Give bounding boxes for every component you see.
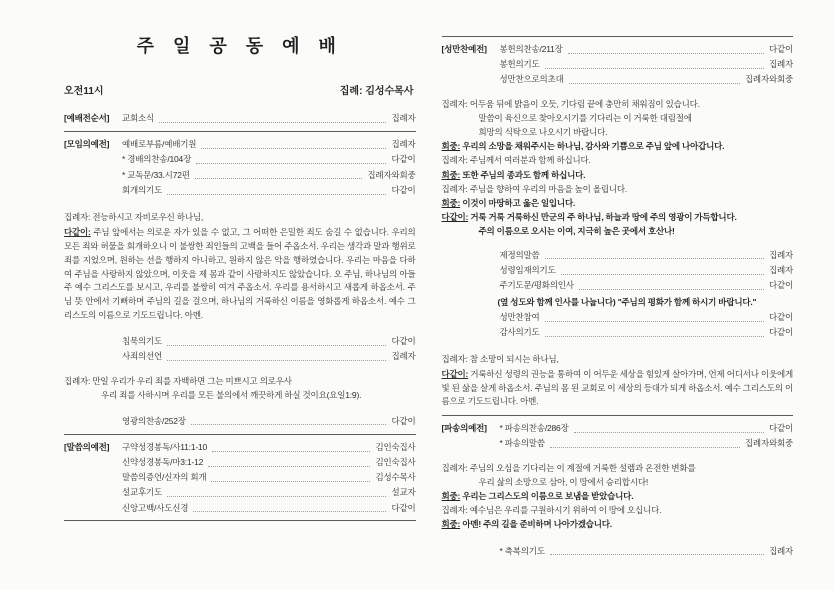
- dotted-leader: [167, 496, 386, 497]
- speaker-label: 회중:: [441, 141, 461, 152]
- dialogue-line: [442, 182, 794, 196]
- order-row: [442, 278, 794, 293]
- dialogue-block: [442, 210, 794, 238]
- dotted-leader: [201, 148, 386, 149]
- order-performer: 다같이: [391, 502, 416, 513]
- left-content: [64, 111, 416, 521]
- order-row: [442, 421, 794, 436]
- dialogue-block: [442, 168, 794, 182]
- speaker-label: 집례자:: [64, 376, 91, 387]
- order-item: 성만찬으로의초대: [499, 74, 564, 85]
- order-row: [64, 440, 416, 455]
- dialogue-text: 예수님은 우리를 구원하시기 위하여 이 땅에 오십니다.: [469, 505, 662, 516]
- dotted-leader: [574, 432, 764, 433]
- order-performer: 집례자: [391, 113, 416, 123]
- dialogue-line: [442, 153, 794, 167]
- right-content: [442, 36, 794, 559]
- order-item: 봉헌의찬송/211장: [499, 44, 563, 54]
- dialogue-line: [442, 210, 794, 224]
- dotted-leader: [167, 345, 386, 346]
- order-item: * 경배의찬송/104장: [122, 154, 192, 165]
- speaker-label: 다같이:: [441, 368, 469, 379]
- order-performer: 집례자와회중: [367, 169, 416, 180]
- dotted-leader: [579, 289, 764, 290]
- order-row: [442, 310, 794, 325]
- section-label: [성만찬예전]: [441, 44, 487, 54]
- dialogue-text: 아멘! 주의 길을 준비하며 나아가겠습니다.: [462, 519, 612, 530]
- speaker-label: 회중:: [441, 491, 461, 502]
- order-row: [442, 57, 794, 72]
- order-item: 회개의기도: [122, 184, 163, 195]
- order-row: [442, 42, 794, 57]
- service-meta: [64, 82, 414, 97]
- order-row: [64, 470, 416, 485]
- speaker-label: 집례자:: [441, 353, 468, 364]
- dotted-leader: [195, 178, 363, 179]
- order-item: 주기도문/평화의인사: [499, 280, 574, 291]
- order-item: 예배로부름/예배기원: [122, 139, 197, 150]
- dialogue-paragraph: [64, 226, 416, 323]
- order-performer: 다같이: [391, 415, 416, 426]
- order-item: 봉헌의기도: [499, 59, 540, 70]
- section-divider: [442, 36, 794, 37]
- order-performer: 설교자: [391, 487, 416, 498]
- officiant-name: 집례: 김성수목사: [339, 86, 414, 97]
- order-row: [64, 168, 416, 183]
- dotted-leader: [167, 360, 386, 361]
- dotted-leader: [561, 274, 764, 275]
- order-performer: 다같이: [768, 280, 793, 291]
- order-row: [442, 263, 794, 278]
- dialogue-line: [442, 517, 794, 531]
- dialogue-block: [442, 489, 794, 503]
- order-item: 성만찬참여: [499, 312, 540, 323]
- order-item: 설교후기도: [122, 487, 163, 498]
- order-row: [64, 349, 416, 364]
- order-row: [64, 152, 416, 167]
- dialogue-text: 전능하시고 자비로우신 하나님,: [92, 212, 204, 223]
- order-item: 말씀의증언/신자의 회개: [122, 472, 207, 483]
- dialogue-text: 이것이 마땅하고 옳은 일입니다.: [462, 198, 576, 209]
- order-row: [64, 501, 416, 516]
- section-label: [파송의예전]: [441, 423, 487, 434]
- dotted-leader: [191, 424, 387, 425]
- dialogue-block: [442, 461, 794, 489]
- order-item: 신약성경봉독/마3:1-12: [122, 457, 204, 468]
- dialogue-text: 우리 죄를 사하시며 우리를 모든 불의에서 깨끗하게 하실 것이요(요일1:9).: [101, 390, 362, 401]
- order-row: [64, 137, 416, 152]
- dialogue-line: [442, 475, 794, 489]
- order-item: 구약성경봉독/사11:1-10: [122, 441, 208, 452]
- order-item: * 파송의말씀: [499, 438, 545, 449]
- dialogue-block: [442, 196, 794, 210]
- dialogue-block: [64, 210, 416, 224]
- order-row: [64, 183, 416, 198]
- order-performer: 집례자와회중: [744, 74, 793, 85]
- left-page: [64, 26, 416, 582]
- dialogue-line: [442, 224, 794, 238]
- speaker-label: 집례자:: [441, 462, 468, 473]
- order-item: 교회소식: [122, 113, 155, 123]
- order-performer: 집례자: [768, 264, 793, 275]
- speaker-label: 집례자:: [441, 98, 468, 109]
- dotted-leader: [550, 447, 740, 448]
- instruction-text: (옆 성도와 함께 인사를 나눕니다) "주님의 평화가 함께 하시기 바랍니다.": [497, 297, 757, 308]
- dialogue-block: [442, 352, 794, 366]
- order-performer: 집례자: [391, 351, 416, 361]
- order-performer: 다같이: [391, 184, 416, 195]
- dialogue-text: 주님 앞에서는 의로운 자가 있을 수 없고, 그 어떠한 은밀한 죄도 숨길 수 없습니다. 우리의 모든 죄와 허물을 회개하오니 이 불쌍한 죄인들의 고백을 들어 주옵소서. 우리는 생각과 말과 행위로 죄를 지었으며, 원하는 선을 행하지 아니하고, 원하지 않은 악을 행하였습니다. 우리는 마음을 다하여 주님을 사랑하지 않았으며, 이웃을 제 몸과 같이 사랑하지도 않았습니다. 오 주님, 하나님의 아들 주 예수 그리스도를 보시고, 우리를 불쌍히 여겨 주옵소서. 우리를 용서하시고 새롭게 하옵소서. 주님 뜻 안에서 기뻐하며 주님의 길을 걸으며, 하나님의 거룩하신 이름을 영화롭게 하옵소서. 예수 그리스도의 이름으로 기도드립니다. 아멘.: [64, 227, 416, 320]
- order-performer: 다같이: [768, 327, 793, 338]
- section-divider: [64, 434, 416, 435]
- page-title: 주 일 공 동 예 배: [136, 36, 343, 56]
- dialogue-text: 주의 이름으로 오시는 이여, 지극히 높은 곳에서 호산나!: [478, 226, 675, 237]
- speaker-label: 다같이:: [441, 212, 469, 223]
- order-performer: 다같이: [391, 154, 416, 165]
- section-divider: [64, 520, 416, 521]
- dotted-leader: [568, 53, 764, 54]
- instruction-note: [442, 295, 794, 310]
- order-performer: 집례자: [768, 249, 793, 260]
- speaker-label: 다같이:: [64, 227, 91, 238]
- dotted-leader: [159, 122, 386, 123]
- speaker-label: 회중:: [441, 169, 461, 180]
- dialogue-line: [442, 111, 794, 125]
- dialogue-line: [64, 374, 416, 388]
- dialogue-line: [442, 125, 794, 139]
- dialogue-text: 참 소망이 되시는 하나님,: [469, 353, 559, 364]
- order-item: 영광의찬송/252장: [122, 415, 186, 426]
- dialogue-block: [442, 182, 794, 196]
- dialogue-line: [442, 139, 794, 153]
- dotted-leader: [545, 321, 764, 322]
- speaker-label: 회중:: [441, 198, 461, 209]
- dialogue-line: [442, 489, 794, 503]
- speaker-label: 집례자:: [441, 155, 468, 166]
- dotted-leader: [167, 194, 386, 195]
- order-item: 제정의말씀: [499, 249, 540, 260]
- dialogue-text: 주님께서 여러분과 함께 하십니다.: [469, 155, 591, 166]
- order-item: 침묵의기도: [122, 335, 163, 346]
- order-item: * 파송의찬송/286장: [499, 423, 569, 434]
- section-label: [말씀의예전]: [64, 441, 110, 452]
- dialogue-text: 주님을 향하여 우리의 마음을 높이 올립니다.: [469, 183, 628, 194]
- order-row: [64, 111, 416, 126]
- dotted-leader: [545, 336, 764, 337]
- section-divider: [64, 131, 416, 132]
- dialogue-paragraph: [442, 368, 794, 409]
- dotted-leader: [193, 511, 386, 512]
- dialogue-block: [442, 517, 794, 531]
- dialogue-text: 주님의 오심을 기다리는 이 계절에 거룩한 설렘과 온전한 변화를: [469, 462, 696, 473]
- dialogue-text: 만일 우리가 우리 죄를 자백하면 그는 미쁘시고 의로우사: [92, 376, 292, 387]
- dialogue-line: [442, 461, 794, 475]
- speaker-label: 집례자:: [64, 212, 91, 223]
- dialogue-line: [442, 196, 794, 210]
- dialogue-text: 말씀이 육신으로 찾아오시기를 기다리는 이 거룩한 대림절에: [478, 112, 692, 123]
- dialogue-block: [442, 139, 794, 153]
- dotted-leader: [569, 83, 740, 84]
- order-item: 신앙고백/사도신경: [122, 502, 189, 513]
- order-row: [442, 436, 794, 451]
- section-label: [예배전순서]: [64, 113, 110, 123]
- service-time: 오전11시: [64, 86, 104, 97]
- order-row: [442, 248, 794, 263]
- dotted-leader: [208, 466, 370, 467]
- order-row: [442, 72, 794, 87]
- dotted-leader: [211, 481, 370, 482]
- dialogue-block: [64, 374, 416, 402]
- order-performer: 집례자: [768, 545, 793, 556]
- right-page: [442, 26, 794, 582]
- speaker-label: 회중:: [441, 519, 461, 530]
- order-performer: 다같이: [391, 335, 416, 346]
- order-performer: 다같이: [768, 312, 793, 323]
- dotted-leader: [212, 451, 370, 452]
- order-item: 감사의기도: [499, 327, 540, 338]
- dialogue-text: 또한 주님의 종과도 함께 하십니다.: [462, 169, 586, 180]
- section-label: [모임의예전]: [64, 139, 110, 150]
- dialogue-text: 거룩 거룩 거룩하신 만군의 주 하나님, 하늘과 땅에 주의 영광이 가득합니다.: [470, 212, 737, 223]
- order-item: * 교독문/33.시72편: [122, 169, 190, 180]
- dialogue-text: 우리의 소망을 채워주시는 하나님, 감사와 기쁨으로 주님 앞에 나아갑니다.: [462, 141, 725, 152]
- speaker-label: 집례자:: [441, 505, 468, 516]
- dialogue-line: [64, 388, 416, 402]
- order-performer: 김성수목사: [375, 472, 416, 483]
- dialogue-block: [442, 503, 794, 517]
- order-item: 사죄의선언: [122, 351, 163, 361]
- order-item: * 축복의기도: [499, 545, 545, 556]
- order-row: [64, 334, 416, 349]
- order-row: [64, 414, 416, 429]
- order-row: [442, 325, 794, 340]
- dialogue-line: [442, 503, 794, 517]
- dialogue-text: 거룩하신 성령의 권능을 통하여 이 어두운 세상을 힘있게 살아가며, 언제 어디서나 이웃에게 빛 된 삶을 살게 하옵소서. 주님의 몸 된 교회로 이 세상의 등대가 되게 하옵소서. 예수 그리스도의 이름으로 기도드립니다. 아멘.: [441, 368, 793, 407]
- order-row: [442, 544, 794, 559]
- section-divider: [442, 415, 794, 416]
- order-item: 성령임재의기도: [499, 264, 556, 275]
- dialogue-text: 희망의 식탁으로 나오시기 바랍니다.: [478, 127, 608, 138]
- dialogue-line: [442, 352, 794, 366]
- dialogue-block: [442, 153, 794, 167]
- dialogue-text: 우리는 그리스도의 이름으로 보냄을 받았습니다.: [462, 491, 634, 502]
- order-performer: 다같이: [768, 44, 793, 54]
- dialogue-line: [64, 210, 416, 224]
- order-performer: 다같이: [768, 423, 793, 434]
- order-performer: 집례자: [768, 59, 793, 70]
- dialogue-line: [442, 97, 794, 111]
- order-performer: 김인숙집사: [375, 457, 416, 468]
- dialogue-block: [442, 97, 794, 140]
- dotted-leader: [545, 68, 764, 69]
- order-row: [64, 485, 416, 500]
- speaker-label: 집례자:: [441, 183, 468, 194]
- order-performer: 김인숙집사: [375, 441, 416, 452]
- order-performer: 집례자와회중: [744, 438, 793, 449]
- dialogue-text: 어두움 뒤에 밝음이 오듯, 기다림 끝에 충만히 채워짐이 있습니다.: [469, 98, 700, 109]
- dotted-leader: [196, 163, 386, 164]
- dialogue-line: [442, 168, 794, 182]
- order-performer: 집례자: [391, 139, 416, 150]
- dotted-leader: [545, 258, 764, 259]
- dialogue-text: 우리 삶의 소망으로 삼아, 이 땅에서 승리합시다!: [478, 476, 649, 487]
- dotted-leader: [550, 554, 764, 555]
- order-row: [64, 455, 416, 470]
